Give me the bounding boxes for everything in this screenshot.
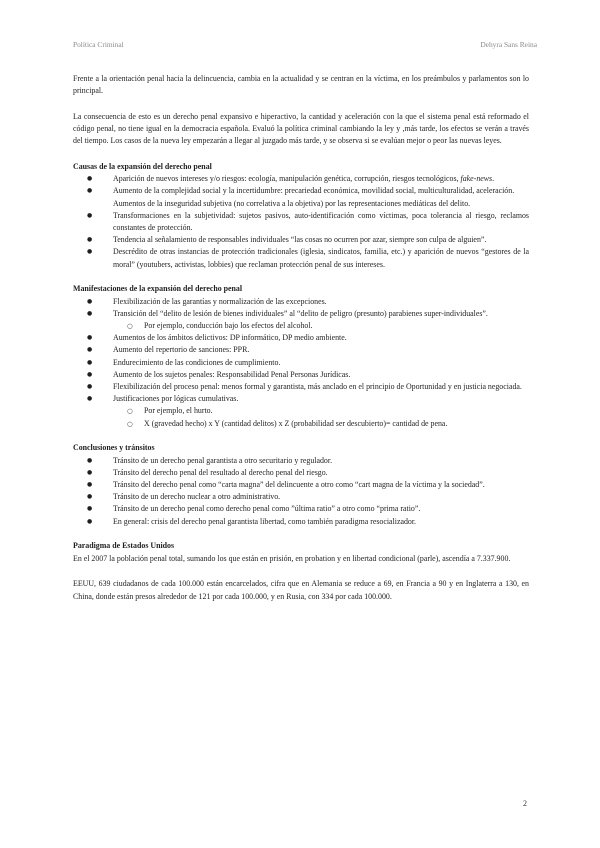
- list-item: ● Aumento de los sujetos penales: Responsabilidad Penal Personas Jurídicas.: [73, 369, 529, 381]
- intro-paragraph-2: La consecuencia de esto es un derecho penal expansivo e hiperactivo, la cantidad y aceleración con la que el sistema penal está reformado el código penal, no tiene igual en la democracia española. Evaluó la política criminal cambiando la ley y ,más tarde, los efectos se verán a través del tiempo. Los casos de la nueva ley empezarán a llegar al juzgado más tarde, y se observa si se evalúan mejor o peor las nuevas leyes.: [73, 111, 529, 146]
- list-item: ● Flexibilización del proceso penal: menos formal y garantista, más anclado en el principio de Oportunidad y en justicia negociada.: [73, 381, 529, 393]
- list-item: ● Transformaciones en la subjetividad: sujetos pasivos, auto-identificación como víctimas, poca tolerancia al riesgo, reclamos constantes de protección.: [73, 210, 529, 234]
- manifestaciones-list: [73, 296, 529, 430]
- list-item: ● En general: crisis del derecho penal garantista libertad, como también paradigma resocializador.: [73, 516, 529, 528]
- list-item: ● Endurecimiento de las condiciones de cumplimiento.: [73, 357, 529, 369]
- list-item: ● Tendencia al señalamiento de responsables individuales “las cosas no ocurren por azar, siempre son culpa de alguien”.: [73, 234, 529, 246]
- list-item: ● Tránsito del derecho penal del resultado al derecho penal del riesgo.: [73, 467, 529, 479]
- header-author: Dehyra Sans Reina: [480, 40, 537, 49]
- list-item: ● Aumentos de los ámbitos delictivos: DP informático, DP medio ambiente.: [73, 332, 529, 344]
- section-title-causas: Causas de la expansión del derecho penal: [73, 162, 212, 172]
- list-item: ● Tránsito del derecho penal como “carta magna” del delincuente a otro como “cart magna de la víctima y la sociedad”.: [73, 479, 529, 491]
- list-item: ● Tránsito de un derecho penal garantista a otro securitario y regulador.: [73, 455, 529, 467]
- list-item: ● Descrédito de otras instancias de protección tradicionales (iglesia, sindicatos, familia, etc.) y aparición de nuevos “gestores de la moral” (youtubers, activistas, lobbies) que reclaman protección penal de sus intereses.: [73, 246, 529, 270]
- intro-paragraph-1: Frente a la orientación penal hacia la delincuencia, cambia en la actualidad y se centran en la víctima, en los preámbulos y parlamentos son lo principal.: [73, 74, 529, 96]
- sub-list-item: ○ Por ejemplo, el hurto.: [73, 405, 529, 417]
- sub-list-item: ○ Por ejemplo, conducción bajo los efectos del alcohol.: [73, 320, 529, 332]
- italic-term: fake-news: [460, 174, 493, 184]
- list-item: ● Aumento de la complejidad social y la incertidumbre: precariedad económica, movilidad social, multiculturalidad, aceleración. Aumentos de la inseguridad subjetiva (no correlativa a la objetiva) por las representaciones mediáticas del delito.: [73, 185, 529, 209]
- header-course-title: Política Criminal: [73, 40, 124, 49]
- page-number: 2: [523, 799, 527, 808]
- sub-list-item: ○ X (gravedad hecho) x Y (cantidad delitos) x Z (probabilidad ser descubierto)= cantidad de pena.: [73, 418, 529, 430]
- page-content: [73, 73, 529, 603]
- section-title-manifestaciones: Manifestaciones de la expansión del derecho penal: [73, 284, 243, 294]
- section-title-conclusiones: Conclusiones y tránsitos: [73, 443, 155, 453]
- list-item: ● Aumento del repertorio de sanciones: PPR.: [73, 344, 529, 356]
- list-item: ● Aparición de nuevos intereses y/o riesgos: ecología, manipulación genética, corrupción, riesgos tecnológicos, fake-news.: [73, 173, 529, 185]
- list-item: ● Transición del “delito de lesión de bienes individuales” al “delito de peligro (presunto) parabienes super-individuales”.: [73, 308, 529, 320]
- list-item: ● Tránsito de un derecho penal como derecho penal como ”última ratio” a otro como “prima ratio”.: [73, 503, 529, 515]
- list-item: ● Tránsito de un derecho nuclear a otro administrativo.: [73, 491, 529, 503]
- paradigma-paragraph-1: En el 2007 la población penal total, sumando los que están en prisión, en probation y en libertad condicional (parle), ascendía a 7.337.900.: [73, 553, 511, 563]
- conclusiones-list: [73, 455, 529, 528]
- list-item: ● Flexibilización de las garantías y normalización de las excepciones.: [73, 296, 529, 308]
- paradigma-paragraph-2: EEUU, 639 ciudadanos de cada 100.000 están encarcelados, cifra que en Alemania se reduce a 69, en Francia a 90 y en Inglaterra a 130, en China, donde están presos alrededor de 121 por cada 100.000, y en Rusia, con 334 por cada 100.000.: [73, 579, 529, 601]
- causas-list: [73, 173, 529, 271]
- list-item: ● Justificaciones por lógicas cumulativas.: [73, 393, 529, 405]
- list-item-continuation: Aumentos de la inseguridad subjetiva (no correlativa a la objetiva) por las representaciones mediáticas del delito.: [113, 198, 471, 208]
- section-title-paradigma: Paradigma de Estados Unidos: [73, 541, 175, 551]
